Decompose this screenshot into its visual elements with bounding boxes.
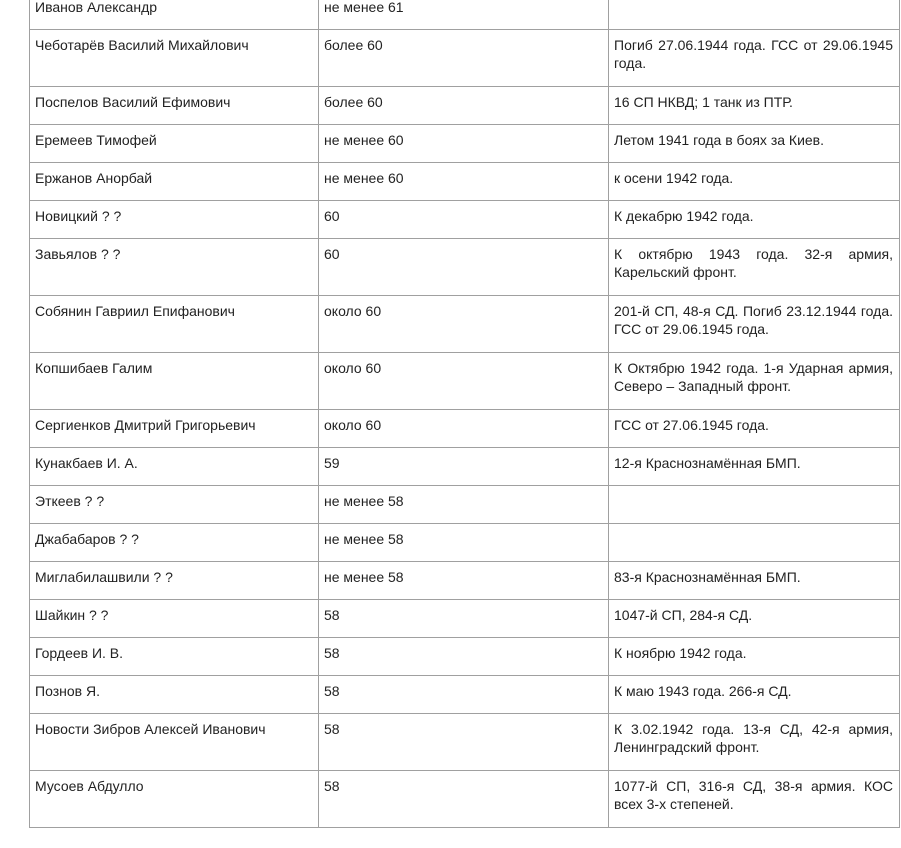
note-cell: 201-й СП, 48-я СД. Погиб 23.12.1944 года. ГСС от 29.06.1945 года. — [609, 296, 900, 353]
count-cell: 58 — [319, 676, 609, 714]
count-cell: 58 — [319, 714, 609, 771]
note-cell: К ноябрю 1942 года. — [609, 638, 900, 676]
table-row — [30, 524, 900, 562]
note-cell — [609, 486, 900, 524]
name-cell: Копшибаев Галим — [30, 353, 319, 410]
count-cell: не менее 58 — [319, 562, 609, 600]
table-row — [30, 296, 900, 353]
note-cell: К Октябрю 1942 года. 1-я Ударная армия, Северо – Западный фронт. — [609, 353, 900, 410]
count-cell: 60 — [319, 239, 609, 296]
count-cell: около 60 — [319, 410, 609, 448]
note-cell: Погиб 27.06.1944 года. ГСС от 29.06.1945 года. — [609, 30, 900, 87]
name-cell: Познов Я. — [30, 676, 319, 714]
name-cell: Иванов Александр — [30, 0, 319, 30]
name-cell: Собянин Гавриил Епифанович — [30, 296, 319, 353]
count-cell: 59 — [319, 448, 609, 486]
name-cell: Сергиенков Дмитрий Григорьевич — [30, 410, 319, 448]
name-cell: Гордеев И. В. — [30, 638, 319, 676]
note-cell: 16 СП НКВД; 1 танк из ПТР. — [609, 87, 900, 125]
table-row — [30, 125, 900, 163]
name-cell: Миглабилашвили ? ? — [30, 562, 319, 600]
note-cell: К маю 1943 года. 266-я СД. — [609, 676, 900, 714]
name-cell: Кунакбаев И. А. — [30, 448, 319, 486]
table-row — [30, 486, 900, 524]
name-cell: Эткеев ? ? — [30, 486, 319, 524]
table-row — [30, 448, 900, 486]
name-cell: Ержанов Анорбай — [30, 163, 319, 201]
table-row — [30, 638, 900, 676]
count-cell: 58 — [319, 600, 609, 638]
name-cell: Еремеев Тимофей — [30, 125, 319, 163]
note-cell: 83-я Краснознамённая БМП. — [609, 562, 900, 600]
table-row — [30, 410, 900, 448]
table-row — [30, 30, 900, 87]
sniper-records-table — [29, 0, 900, 828]
note-cell: ГСС от 27.06.1945 года. — [609, 410, 900, 448]
name-cell: Мусоев Абдулло — [30, 771, 319, 828]
name-cell: Поспелов Василий Ефимович — [30, 87, 319, 125]
table-row — [30, 714, 900, 771]
count-cell: не менее 58 — [319, 486, 609, 524]
count-cell: не менее 60 — [319, 163, 609, 201]
name-cell: Джабабаров ? ? — [30, 524, 319, 562]
note-cell: К 3.02.1942 года. 13-я СД, 42-я армия, Ленинградский фронт. — [609, 714, 900, 771]
note-cell: 12-я Краснознамённая БМП. — [609, 448, 900, 486]
name-cell: Завьялов ? ? — [30, 239, 319, 296]
count-cell: не менее 61 — [319, 0, 609, 30]
note-cell — [609, 524, 900, 562]
count-cell: более 60 — [319, 30, 609, 87]
table-row — [30, 353, 900, 410]
name-cell: Чеботарёв Василий Михайлович — [30, 30, 319, 87]
count-cell: не менее 60 — [319, 125, 609, 163]
name-cell: Новицкий ? ? — [30, 201, 319, 239]
table-row — [30, 771, 900, 828]
count-cell: около 60 — [319, 353, 609, 410]
note-cell: 1077-й СП, 316-я СД, 38-я армия. КОС всех 3-х степеней. — [609, 771, 900, 828]
table-row — [30, 676, 900, 714]
table-row — [30, 201, 900, 239]
name-cell: Шайкин ? ? — [30, 600, 319, 638]
count-cell: более 60 — [319, 87, 609, 125]
note-cell — [609, 0, 900, 30]
table-row — [30, 600, 900, 638]
note-cell: К декабрю 1942 года. — [609, 201, 900, 239]
count-cell: около 60 — [319, 296, 609, 353]
note-cell: Летом 1941 года в боях за Киев. — [609, 125, 900, 163]
table-row — [30, 562, 900, 600]
table-row — [30, 87, 900, 125]
count-cell: 58 — [319, 638, 609, 676]
count-cell: 60 — [319, 201, 609, 239]
name-cell: Новости Зибров Алексей Иванович — [30, 714, 319, 771]
table-row — [30, 0, 900, 30]
count-cell: 58 — [319, 771, 609, 828]
table-row — [30, 163, 900, 201]
note-cell: к осени 1942 года. — [609, 163, 900, 201]
count-cell: не менее 58 — [319, 524, 609, 562]
note-cell: К октябрю 1943 года. 32-я армия, Карельский фронт. — [609, 239, 900, 296]
sniper-records-table-wrapper — [29, 0, 899, 828]
note-cell: 1047-й СП, 284-я СД. — [609, 600, 900, 638]
table-row — [30, 239, 900, 296]
